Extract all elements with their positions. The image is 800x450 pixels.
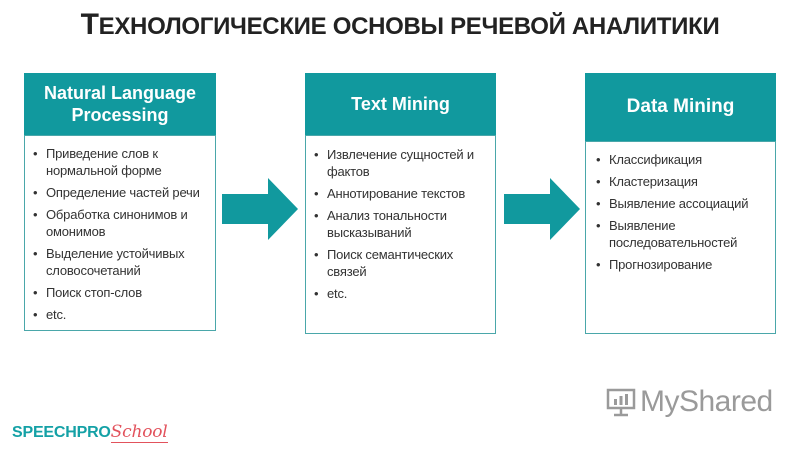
list-item: • Определение частей речи [30, 184, 216, 201]
list-item: • Поиск семантических связей [311, 246, 491, 280]
list-item: • Прогнозирование [593, 256, 773, 273]
title-first-letter: Т [80, 8, 99, 41]
watermark-text: MyShared [640, 385, 773, 418]
title-rest: ЕХНОЛОГИЧЕСКИЕ ОСНОВЫ РЕЧЕВОЙ АНАЛИТИКИ [98, 13, 720, 40]
arrow-right-icon [504, 178, 582, 240]
logo-brand: SPEECHPRO [12, 424, 111, 441]
text-mining-list [311, 146, 491, 307]
logo-school: School [110, 422, 168, 442]
text-mining-heading-label: Text Mining [351, 94, 450, 114]
list-item: • Поиск стоп-слов [30, 284, 216, 301]
list-item: • Выявление ассоциаций [593, 195, 773, 212]
page-title [0, 8, 800, 42]
list-item: • Кластеризация [593, 173, 773, 190]
data-mining-list [593, 151, 773, 278]
presentation-icon [606, 387, 636, 417]
list-item: • Аннотирование текстов [311, 185, 491, 202]
text-mining-heading [305, 73, 496, 135]
list-item: • Выявление последовательностей [593, 217, 773, 251]
nlp-list [30, 145, 216, 328]
list-item: • Приведение слов к нормальной форме [30, 145, 216, 179]
data-mining-heading-label: Data Mining [626, 96, 735, 117]
list-item: • Извлечение сущностей и фактов [311, 146, 491, 180]
list-item: • etc. [311, 285, 491, 302]
list-item: • etc. [30, 306, 216, 323]
nlp-heading-label: Natural Language Processing [43, 83, 197, 125]
nlp-heading [24, 73, 216, 135]
list-item: • Анализ тональности высказываний [311, 207, 491, 241]
list-item: • Классификация [593, 151, 773, 168]
list-item: • Обработка синонимов и омонимов [30, 206, 216, 240]
watermark [606, 385, 773, 419]
speechpro-school-logo [12, 422, 168, 442]
arrow-right-icon [222, 178, 300, 240]
data-mining-heading [585, 73, 776, 141]
list-item: • Выделение устойчивых словосочетаний [30, 245, 216, 279]
